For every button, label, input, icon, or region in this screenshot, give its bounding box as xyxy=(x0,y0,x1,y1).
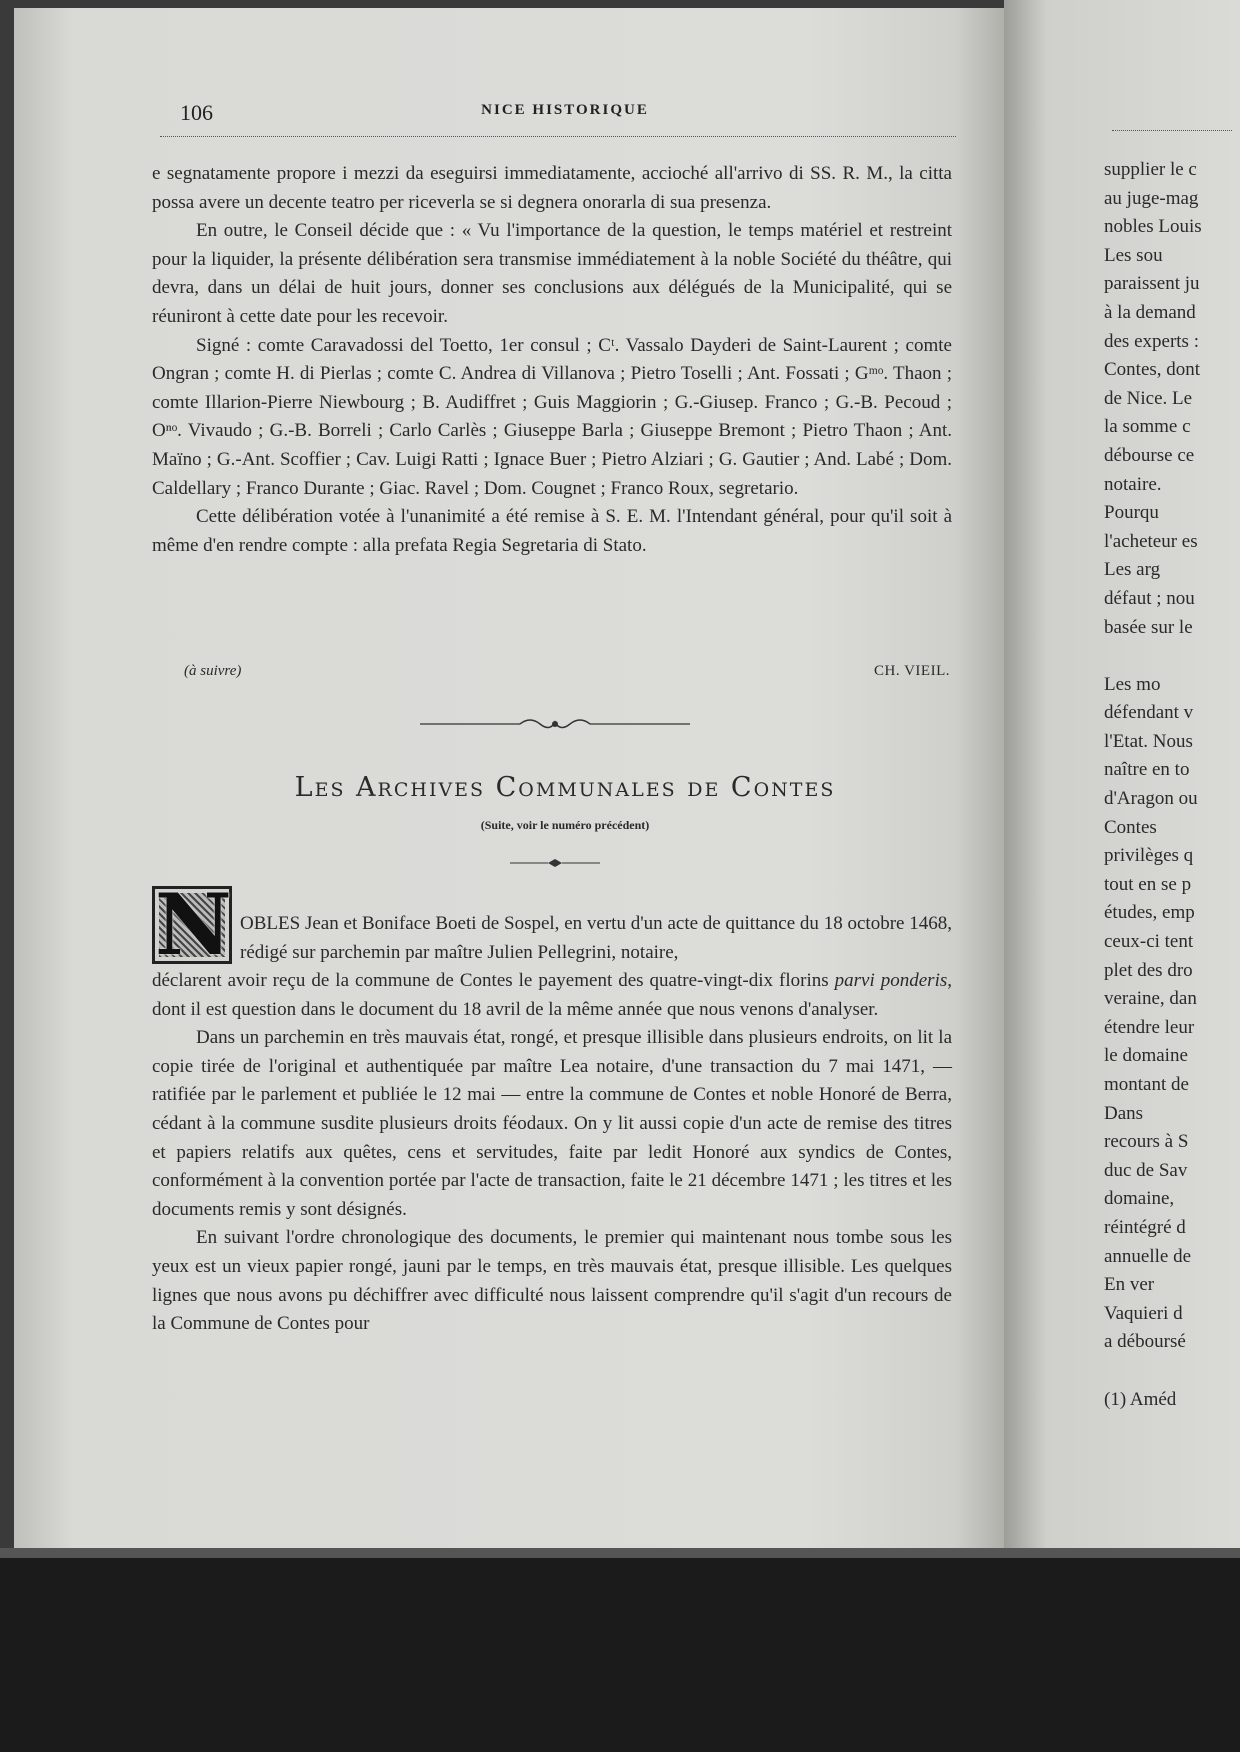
paragraph: e segnatamente propore i mezzi da eseguirsi immediatamente, acciоché all'arrivo di SS. R. M., la citta possa avere un decente teatro per riceverla se si degnera onorarla di sua presenza. xyxy=(152,163,952,213)
lead-word: OBLES xyxy=(240,913,301,934)
drop-cap xyxy=(152,875,232,974)
right-page-line: d'Aragon ou xyxy=(1104,788,1198,810)
right-page-line: privilèges q xyxy=(1104,845,1194,867)
right-page-line: Pourqu xyxy=(1104,502,1159,524)
right-page-line: Vaquieri d xyxy=(1104,1302,1183,1324)
dark-margin xyxy=(0,1558,1240,1752)
right-page-line: tout en se p xyxy=(1104,873,1192,895)
right-page-line: annuelle de xyxy=(1104,1245,1192,1267)
paragraph: Signé : comte Caravadossi del Toetto, 1er consul ; Cᵗ. Vassalo Dayderi de Saint-Laurent ; comte Ongran ; comte H. di Pierlas ; comte C. Andrea di Villanova ; Pietro Toselli ; Ant. Fossati ; Gᵐᵒ. Thaon ; comte Illarion-Pierre Niewbourg ; B. Audiffret ; Guis Maggiorin ; G.-Giusep. Franco ; G.-B. Pecoud ; Oⁿᵒ. Vivaudo ; G.-B. Borreli ; Carlo Carlès ; Giuseppe Barla ; Giuseppe Bremont ; Pietro Thaon ; Ant. Maïno ; G.-Ant. Scoffier ; Cav. Luigi Ratti ; Ignace Buer ; Pietro Alziari ; G. Gautier ; And. Labé ; Dom. Caldellary ; Franco Durante ; Giac. Ravel ; Dom. Cougnet ; Franco Roux, segretario. xyxy=(152,334,952,499)
right-page-line: à la demand xyxy=(1104,301,1196,323)
paragraph-lead xyxy=(240,910,952,967)
right-page-line: études, emp xyxy=(1104,902,1195,924)
paragraph xyxy=(152,967,952,1024)
right-page-line: défendant v xyxy=(1104,702,1194,724)
right-page-line: le domaine xyxy=(1104,1045,1188,1067)
right-page-line: veraine, dan xyxy=(1104,988,1197,1010)
right-page-line: des experts : xyxy=(1104,330,1199,352)
right-page-line xyxy=(1104,1357,1240,1386)
text-run: déclarent avoir reçu de la commune de Contes le payement des quatre-vingt-dix florins xyxy=(152,970,829,991)
small-ornament xyxy=(510,858,600,868)
ornament-divider xyxy=(420,716,690,732)
section-first-lines xyxy=(240,910,952,967)
right-page-line: notaire. xyxy=(1104,473,1162,495)
right-page-line: étendre leur xyxy=(1104,1016,1195,1038)
right-page-line: au juge-mag xyxy=(1104,187,1199,209)
right-header-rule xyxy=(1112,130,1232,131)
right-page-line: Les mo xyxy=(1104,673,1161,695)
to-be-continued: (à suivre) xyxy=(184,663,242,679)
right-page-line: l'acheteur es xyxy=(1104,530,1198,552)
section-subtitle: (Suite, voir le numéro précédent) xyxy=(480,818,650,832)
right-page-line: Contes, dont xyxy=(1104,359,1201,381)
right-page-line: Contes xyxy=(1104,816,1157,838)
right-page-line: basée sur le xyxy=(1104,616,1193,638)
right-page-line: recours à S xyxy=(1104,1131,1189,1153)
right-page-line: plet des dro xyxy=(1104,959,1193,981)
lead-rest: Jean et Boniface Boeti de Sospel, en vertu d'un acte de quittance du 18 octobre 1468, rédigé sur parchemin par maître Julien Pellegrini, notaire, xyxy=(240,913,952,963)
right-page-line: défaut ; nou xyxy=(1104,587,1195,609)
right-page-line: Les sou xyxy=(1104,244,1163,266)
right-page-line: supplier le c xyxy=(1104,159,1197,180)
right-page-line: de Nice. Le xyxy=(1104,387,1193,409)
paragraph: Dans un parchemin en très mauvais état, rongé, et presque illisible dans plusieurs endroits, on lit la copie tirée de l'original et authentiquée par maître Lea notaire, d'une transaction du 7 mai 1471, — ratifiée par le parlement et publiée le 12 mai — entre la commune de Contes et noble Honoré de Berra, cédant à la commune susdite plusieurs droits féodaux. On y lit aussi copie d'un acte de remise des titres et papiers relatifs aux quêtes, cens et servitudes, faite par ledit Honoré aux syndics de Contes, conformément à la convention portée par l'acte de transaction, faite le 21 décembre 1471 ; les titres et les documents remis y sont désignés. xyxy=(152,1027,952,1220)
body-text-lower xyxy=(152,967,952,1339)
right-page-line: réintégré d xyxy=(1104,1216,1186,1238)
right-page-line xyxy=(1104,642,1240,671)
body-text-upper xyxy=(152,160,952,560)
right-page-line: débourse ce xyxy=(1104,444,1195,466)
text-run: , dont il est question dans le document du 18 avril de la même année que nous venons d'analyser. xyxy=(152,970,952,1020)
right-page-line: nobles Louis xyxy=(1104,216,1202,238)
running-title: NICE HISTORIQUE xyxy=(481,102,649,118)
page-number: 106 xyxy=(180,100,213,125)
author-signature: CH. VIEIL. xyxy=(874,663,950,679)
book-edge xyxy=(0,1548,1240,1558)
right-page-line: paraissent ju xyxy=(1104,273,1200,295)
right-page-line: Dans xyxy=(1104,1102,1144,1124)
section-title: Les Archives Communales de Contes xyxy=(294,772,836,803)
right-page-line: naître en to xyxy=(1104,759,1190,781)
right-page-line: l'Etat. Nous xyxy=(1104,730,1193,752)
drop-cap-letter: N xyxy=(155,875,232,974)
right-page-line: la somme c xyxy=(1104,416,1191,438)
paragraph: En suivant l'ordre chronologique des documents, le premier qui maintenant nous tombe sous les yeux est un vieux papier rongé, jauni par le temps, en très mauvais état, presque illisible. Les quelques lignes que nous avons pu déchiffrer avec difficulté nous laissent comprendre qu'il s'agit d'un recours de la Commune de Contes pour xyxy=(152,1227,952,1335)
right-page-line: (1) Améd xyxy=(1104,1388,1177,1410)
header-rule xyxy=(160,136,956,137)
right-page-line: En ver xyxy=(1104,1274,1155,1296)
paragraph: Cette délibération votée à l'unanimité a été remise à S. E. M. l'Intendant général, pour qu'il soit à même d'en rendre compte : alla prefata Regia Segretaria di Stato. xyxy=(152,506,952,556)
right-page-line: domaine, xyxy=(1104,1188,1175,1210)
right-page-line: Les arg xyxy=(1104,559,1161,581)
right-page-line: duc de Sav xyxy=(1104,1159,1188,1181)
paragraph: En outre, le Conseil décide que : « Vu l'importance de la question, le temps matériel et restreint pour la liquider, la présente délibération sera transmise immédiatement à la noble Société du théâtre, qui devra, dans un délai de huit jours, donner ses conclusions aux délégués de la Municipalité, qui se réuniront à cette date pour les recevoir. xyxy=(152,220,952,327)
italic-term: parvi ponderis xyxy=(834,970,948,991)
right-page-line: a déboursé xyxy=(1104,1331,1186,1353)
right-page-fragment xyxy=(1104,156,1240,1414)
right-page-line: montant de xyxy=(1104,1074,1189,1095)
right-page-line: ceux-ci tent xyxy=(1104,931,1194,953)
